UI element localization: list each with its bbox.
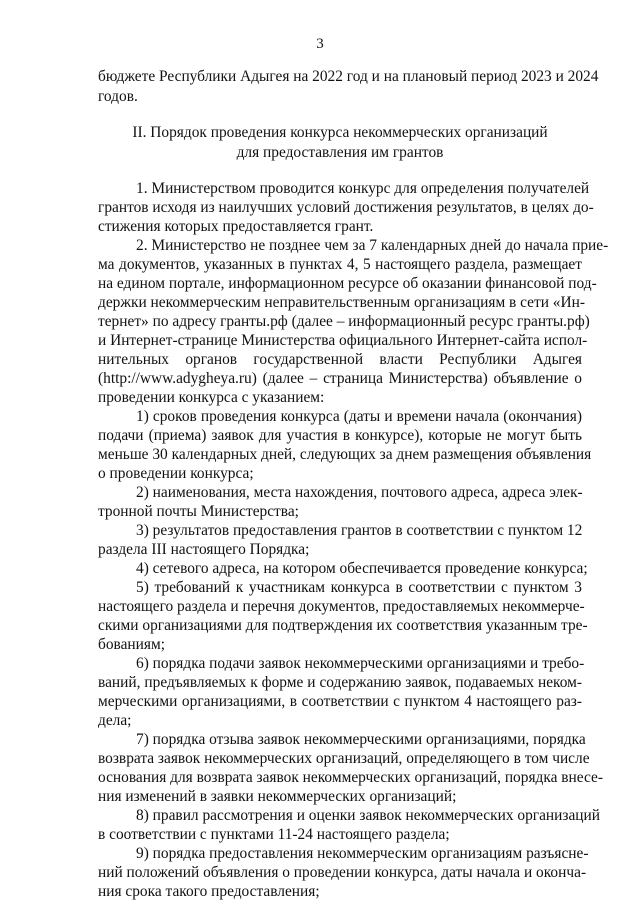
text-line: меньше 30 календарных дней, следующих за днем размещения объявления: [98, 446, 592, 463]
text-line: о проведении конкурса;: [98, 465, 254, 482]
text-line: 7) порядка отзыва заявок некоммерческими организациями, порядка: [136, 731, 586, 748]
section-heading: II. Порядок проведения конкурса некоммерческих организаций: [132, 124, 548, 141]
text-line: тронной почты Министерства;: [98, 503, 299, 520]
page-number: 3: [316, 36, 324, 52]
text-line: 2. Министерство не позднее чем за 7 календарных дней до начала прие-: [136, 237, 609, 254]
text-line: возврата заявок некоммерческих организаций, определяющего в том числе: [98, 750, 590, 767]
text-line: ваний, предъявляемых к форме и содержанию заявок, подаваемых неком-: [98, 674, 582, 691]
text-line: основания для возврата заявок некоммерческих организаций, порядка внесе-: [98, 769, 603, 786]
text-line: 3) результатов предоставления грантов в соответствии с пунктом 12: [136, 522, 583, 539]
text-line: ния срока такого предоставления;: [98, 883, 320, 900]
text-line: 9) порядка предоставления некоммерческим организациям разъясне-: [136, 845, 589, 862]
text-line: на едином портале, информационном ресурсе об оказании финансовой под-: [98, 275, 597, 292]
text-line: 5) требований к участникам конкурса в соответствии с пунктом 3: [136, 579, 582, 596]
text-line: бованиям;: [98, 636, 165, 653]
text-line: 2) наименования, места нахождения, почтового адреса, адреса элек-: [136, 484, 583, 501]
text-line: ний положений объявления о проведении конкурса, даты начала и оконча-: [98, 864, 587, 881]
text-line: 1) сроков проведения конкурса (даты и времени начала (окончания): [136, 408, 582, 425]
text-line: мерческими организациями, в соответствии с пунктом 4 настоящего раз-: [98, 693, 582, 710]
text-line: проведении конкурса с указанием:: [98, 389, 325, 406]
text-line: и Интернет-странице Министерства официального Интернет-сайта испол-: [98, 332, 588, 349]
text-line: держки некоммерческим неправительственным организациям в сети «Ин-: [98, 294, 585, 311]
text-line: 6) порядка подачи заявок некоммерческими организациями и требо-: [136, 655, 585, 672]
text-line: дела;: [98, 712, 132, 729]
text-line: 4) сетевого адреса, на котором обеспечивается проведение конкурса;: [136, 560, 588, 577]
text-line: нительных органов государственной власти Республики Адыгея: [98, 351, 582, 368]
text-line: настоящего раздела и перечня документов, предоставляемых некоммерче-: [98, 598, 585, 615]
text-line: (http://www.adygheya.ru) (далее – страница Министерства) объявление о: [98, 370, 582, 387]
text-line: годов.: [98, 88, 138, 105]
text-line: 1. Министерством проводится конкурс для определения получателей: [136, 180, 590, 197]
text-line: раздела III настоящего Порядка;: [98, 541, 310, 558]
text-line: ния изменений в заявки некоммерческих организаций;: [98, 788, 457, 805]
text-line: в соответствии с пунктами 11-24 настоящего раздела;: [98, 826, 450, 843]
text-line: бюджете Республики Адыгея на 2022 год и на плановый период 2023 и 2024: [98, 68, 599, 85]
text-line: грантов исходя из наилучших условий достижения результатов, в целях до-: [98, 199, 594, 216]
text-line: стижения которых предоставляется грант.: [98, 218, 374, 235]
text-line: скими организациями для подтверждения их соответствия указанным тре-: [98, 617, 588, 634]
text-line: тернет» по адресу гранты.рф (далее – информационный ресурс гранты.рф): [98, 313, 590, 330]
text-line: подачи (приема) заявок для участия в конкурсе), которые не могут быть: [98, 427, 582, 444]
text-line: ма документов, указанных в пунктах 4, 5 настоящего раздела, размещает: [98, 256, 582, 273]
text-line: 8) правил рассмотрения и оценки заявок некоммерческих организаций: [136, 807, 600, 824]
section-heading: для предоставления им грантов: [236, 144, 444, 161]
